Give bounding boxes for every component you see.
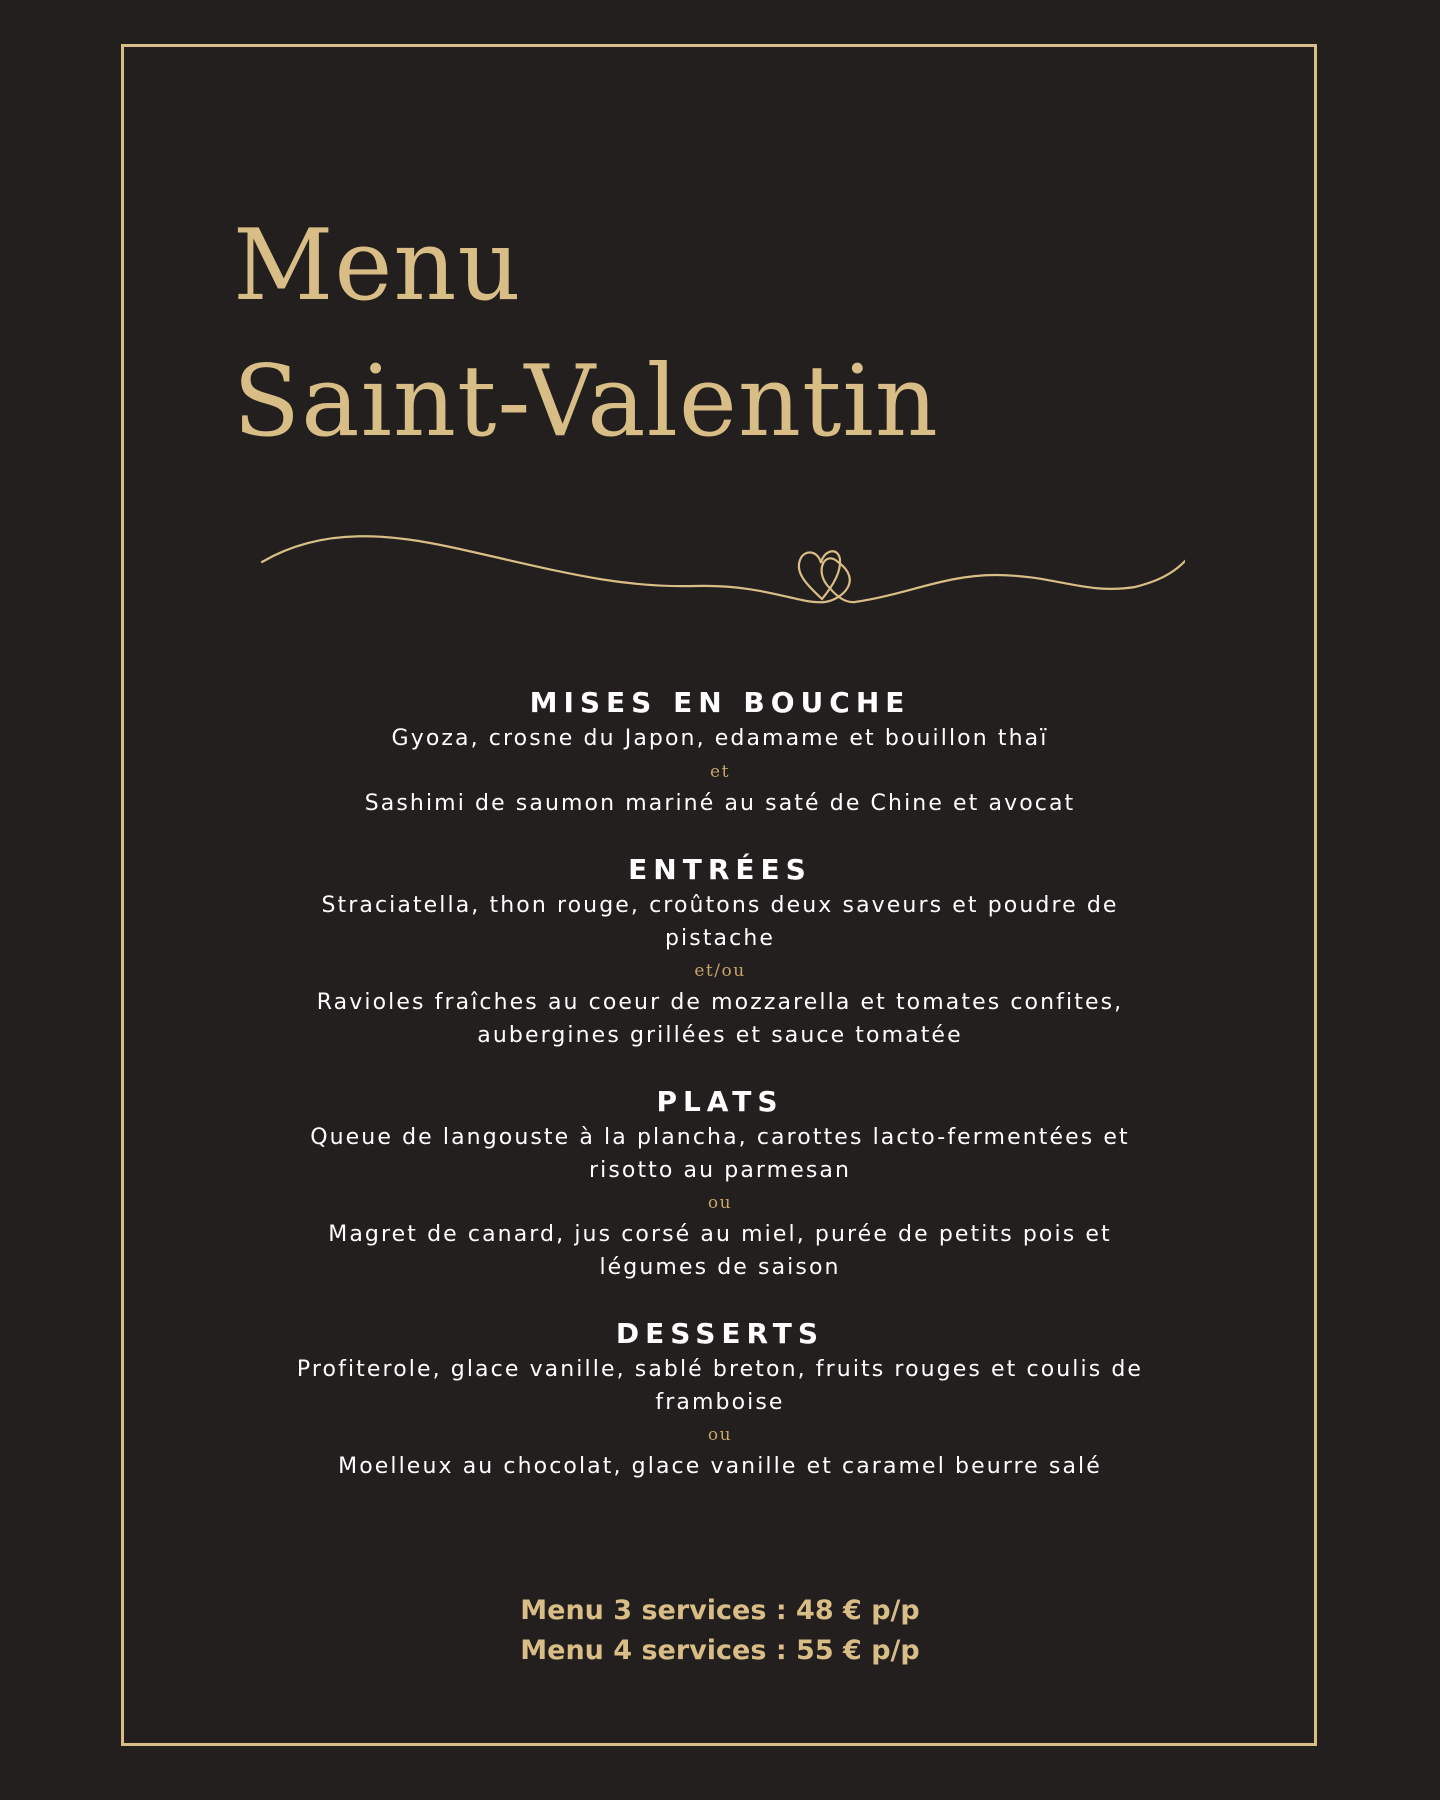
- dish-item: Gyoza, crosne du Japon, edamame et bouillon thaï: [391, 726, 1049, 751]
- section-desserts: [220, 1314, 1220, 1484]
- section-entrees: [220, 850, 1220, 1052]
- dish-item: Sashimi de saumon mariné au saté de Chine et avocat: [364, 790, 1076, 816]
- dish-item: Magret de canard, jus corsé au miel, purée de petits pois et légumes de saison: [328, 1222, 1112, 1280]
- heart-line-ornament: [255, 515, 1185, 615]
- dish-item: Moelleux au chocolat, glace vanille et caramel beurre salé: [338, 1454, 1102, 1479]
- section-title: DESSERTS: [615, 1317, 825, 1350]
- dish-item: Queue de langouste à la plancha, carottes lacto-fermentées et risotto au parmesan: [310, 1125, 1130, 1183]
- dish-item: Straciatella, thon rouge, croûtons deux saveurs et poudre de pistache: [321, 893, 1119, 951]
- dish-item: Ravioles fraîches au coeur de mozzarella et tomates confites, aubergines grillées et sauce tomatée: [316, 990, 1124, 1048]
- menu-content: [220, 683, 1220, 1514]
- dish-item: Profiterole, glace vanille, sablé breton, fruits rouges et coulis de framboise: [296, 1357, 1144, 1415]
- section-plats: [220, 1082, 1220, 1284]
- section-title: MISES EN BOUCHE: [529, 686, 911, 719]
- section-title: PLATS: [656, 1085, 784, 1118]
- title-line-2: Saint-Valentin: [233, 345, 939, 459]
- dish-separator: et/ou: [694, 961, 746, 981]
- page-title: [233, 198, 939, 470]
- title-line-1: Menu: [233, 209, 522, 323]
- dish-separator: ou: [707, 1193, 733, 1213]
- section-title: ENTRÉES: [628, 853, 812, 886]
- dish-separator: et: [710, 761, 730, 782]
- price-4-services: Menu 4 services : 55 € p/p: [520, 1635, 920, 1666]
- price-3-services: Menu 3 services : 48 € p/p: [520, 1595, 920, 1626]
- ornament-line: [262, 523, 1185, 602]
- section-mises-en-bouche: [220, 683, 1220, 820]
- dish-separator: ou: [707, 1425, 733, 1445]
- menu-prices: [220, 1591, 1220, 1671]
